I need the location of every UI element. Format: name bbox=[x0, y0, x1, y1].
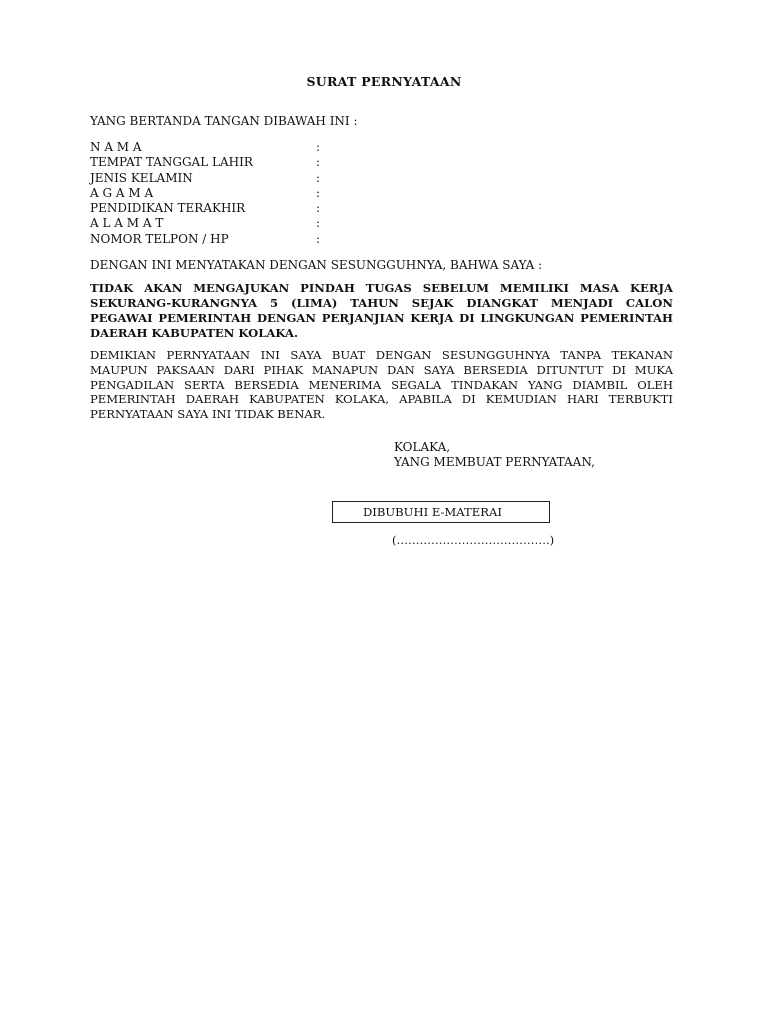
field-label: A G A M A bbox=[90, 185, 154, 200]
field-label: TEMPAT TANGGAL LAHIR bbox=[90, 155, 253, 170]
field-colon: : bbox=[316, 216, 321, 231]
field-row-alamat bbox=[90, 216, 390, 231]
field-label: N A M A bbox=[90, 140, 142, 154]
document-title: SURAT PERNYATAAN bbox=[306, 74, 462, 89]
field-label: A L A M A T bbox=[90, 216, 164, 231]
field-colon: : bbox=[316, 170, 321, 185]
closing-paragraph: DEMIKIAN PERNYATAAN INI SAYA BUAT DENGAN SESUNGGUHNYA TANPA TEKANAN MAUPUN PAKSAAN DARI PIHAK MANAPUN DAN SAYA BERSEDIA DITUNTUT DI MUKA PENGADILAN SERTA BERSEDIA MENERIMA SEGALA TINDAKAN YANG DIAMBIL OLEH PEMERINTAH DAERAH KABUPATEN KOLAKA, APABILA DI KEMUDIAN HARI TERBUKTI PERNYATAAN SAYA INI TIDAK BENAR. bbox=[90, 348, 673, 422]
field-row-nomor-telpon bbox=[90, 232, 390, 247]
field-colon: : bbox=[316, 185, 321, 200]
field-label: JENIS KELAMIN bbox=[90, 170, 193, 185]
field-row-tempat-tanggal-lahir bbox=[90, 155, 390, 170]
field-colon: : bbox=[316, 231, 321, 246]
field-label: PENDIDIKAN TERAKHIR bbox=[90, 201, 246, 216]
statement-paragraph: TIDAK AKAN MENGAJUKAN PINDAH TUGAS SEBELUM MEMILIKI MASA KERJA SEKURANG-KURANGNYA 5 (LIMA) TAHUN SEJAK DIANGKAT MENJADI CALON PEGAWAI PEMERINTAH DENGAN PERJANJIAN KERJA DI LINGKUNGAN PEMERINTAH DAERAH KABUPATEN KOLAKA. bbox=[90, 281, 673, 340]
field-row-pendidikan-terakhir bbox=[90, 201, 390, 216]
place-date: KOLAKA, bbox=[394, 440, 451, 454]
field-colon: : bbox=[316, 140, 321, 154]
declaration-text: DENGAN INI MENYATAKAN DENGAN SESUNGGUHNYA, BAHWA SAYA : bbox=[90, 258, 543, 272]
field-row-jenis-kelamin bbox=[90, 171, 390, 186]
signature-block bbox=[394, 440, 595, 470]
field-label: NOMOR TELPON / HP bbox=[90, 231, 229, 246]
signature-name-placeholder: (………………………………….) bbox=[392, 533, 555, 547]
identity-fields bbox=[90, 140, 390, 247]
e-materai-box: DIBUBUHI E-MATERAI bbox=[332, 501, 550, 523]
field-colon: : bbox=[316, 201, 321, 216]
intro-text: YANG BERTANDA TANGAN DIBAWAH INI : bbox=[90, 114, 358, 128]
field-row-nama bbox=[90, 140, 390, 155]
field-row-agama bbox=[90, 186, 390, 201]
field-colon: : bbox=[316, 155, 321, 170]
signer-caption: YANG MEMBUAT PERNYATAAN, bbox=[394, 455, 595, 469]
